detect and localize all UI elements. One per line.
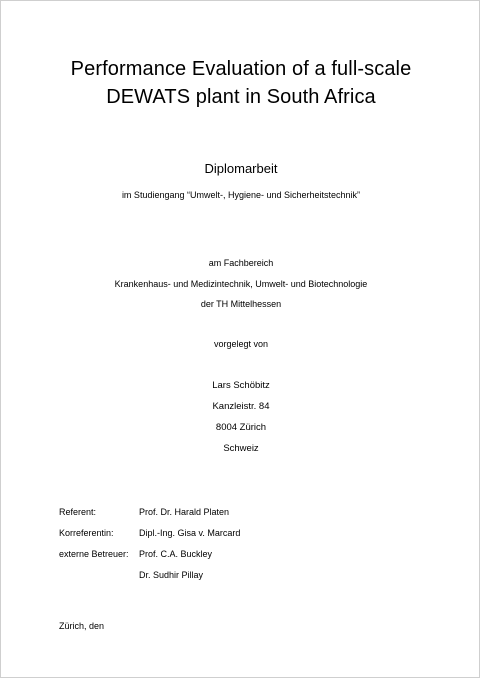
supervisor-name: Dr. Sudhir Pillay — [139, 570, 204, 580]
study-program: im Studiengang “Umwelt-, Hygiene- und Sicherheitstechnik” — [121, 190, 361, 200]
supervisor-name: Prof. C.A. Buckley — [139, 549, 213, 559]
department-line-3: der TH Mittelhessen — [200, 299, 282, 309]
supervisor-role: externe Betreuer: — [59, 549, 129, 559]
thesis-title-line-2: DEWATS plant in South Africa — [106, 86, 376, 108]
author-street: Kanzleistr. 84 — [212, 401, 270, 412]
submitted-by-label: vorgelegt von — [213, 339, 269, 349]
supervisor-name: Prof. Dr. Harald Platen — [139, 507, 230, 517]
thesis-type: Diplomarbeit — [204, 161, 278, 176]
thesis-title-line-1: Performance Evaluation of a full-scale — [70, 58, 412, 80]
author-country: Schweiz — [223, 443, 259, 454]
supervisor-name: Dipl.-Ing. Gisa v. Marcard — [139, 528, 241, 538]
author-city: 8004 Zürich — [215, 422, 267, 433]
supervisor-role: Referent: — [59, 507, 97, 517]
supervisor-role: Korreferentin: — [59, 528, 114, 538]
place-and-date: Zürich, den — [59, 621, 105, 631]
department-line-2: Krankenhaus- und Medizintechnik, Umwelt- und Biotechnologie — [114, 279, 368, 289]
author-name: Lars Schöbitz — [212, 380, 270, 391]
department-line-1: am Fachbereich — [208, 258, 274, 268]
